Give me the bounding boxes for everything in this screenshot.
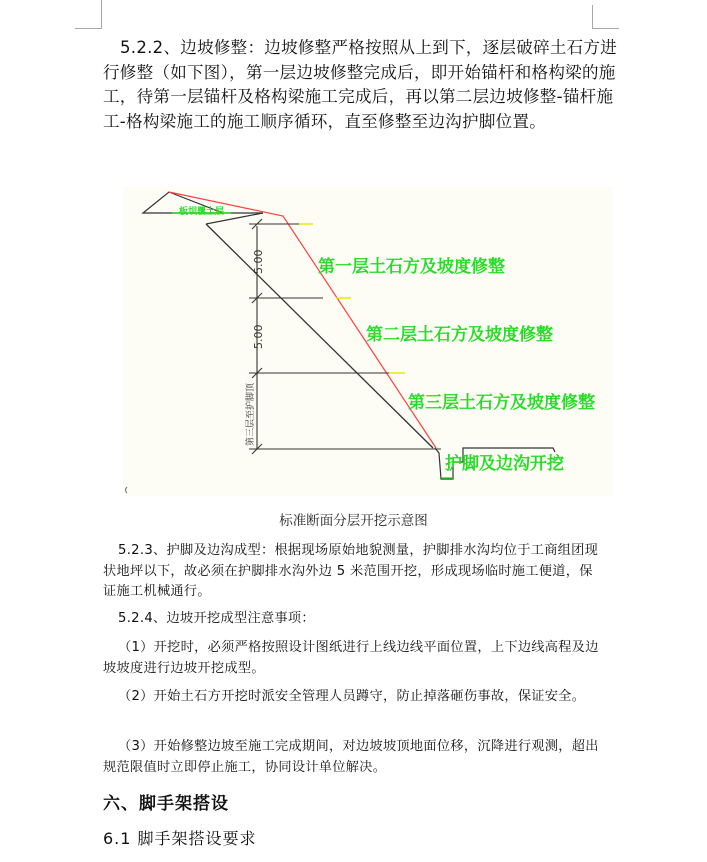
dimension-label-2: 5.00 bbox=[252, 324, 265, 349]
paragraph-5-2-3: 5.2.3、护脚及边沟成型：根据现场原始地貌测量，护脚排水沟均位于工商组团现状地坪以下，故必须在护脚排水沟外边 5 米范围开挖，形成现场临时施工便道，保证施工机械通行。 bbox=[103, 543, 599, 599]
layer-2-label: 第二层土石方及坡度修整 bbox=[366, 325, 553, 345]
paragraph-5-2-4: 5.2.4、边坡开挖成型注意事项： bbox=[118, 611, 315, 626]
crop-mark-right-horizontal bbox=[592, 28, 619, 29]
dimension-label-3: 第三层至护脚顶 bbox=[246, 382, 256, 446]
crop-mark-left-horizontal bbox=[75, 28, 102, 29]
crop-mark-left-vertical bbox=[101, 0, 102, 28]
top-soil-label: 板坝覆土层 bbox=[179, 207, 225, 217]
cross-section-drawing bbox=[123, 186, 613, 496]
section-heading-6: 六、脚手架搭设 bbox=[103, 794, 229, 814]
paragraph-5-2-2: 5.2.2、边坡修整：边坡修整严格按照从上到下，逐层破碎土石方进行修整（如下图），第一层边坡修整完成后，即开始锚杆和格构梁的施工，待第一层锚杆及格构梁施工完成后，再以第二层边坡修整-锚杆施工-格构梁施工的施工顺序循环，直至修整至边沟护脚位置。 bbox=[103, 38, 618, 131]
figure-caption: 标准断面分层开挖示意图 bbox=[279, 513, 428, 529]
layer-3-label: 第三层土石方及坡度修整 bbox=[408, 393, 595, 413]
foot-label: 护脚及边沟开挖 bbox=[445, 454, 564, 474]
list-item-3: （3）开始修整边坡至施工完成期间，对边坡坡顶地面位移，沉降进行观测，超出规范限值时立即停止施工，协同设计单位解决。 bbox=[103, 739, 599, 775]
dimension-label-1: 5.00 bbox=[252, 249, 265, 274]
list-item-2: （2）开始土石方开挖时派安全管理人员蹲守，防止掉落砸伤事故，保证安全。 bbox=[118, 689, 586, 704]
stray-mark bbox=[126, 487, 128, 493]
crop-mark-right-vertical bbox=[592, 5, 593, 29]
layer-1-label: 第一层土石方及坡度修整 bbox=[318, 257, 505, 277]
cross-section-figure bbox=[123, 186, 613, 496]
subsection-heading-6-1: 6.1 脚手架搭设要求 bbox=[103, 829, 257, 848]
list-item-1: （1）开挖时，必须严格按照设计图纸进行上线边线平面位置，上下边线高程及边坡坡度进行边坡开挖成型。 bbox=[103, 640, 599, 676]
